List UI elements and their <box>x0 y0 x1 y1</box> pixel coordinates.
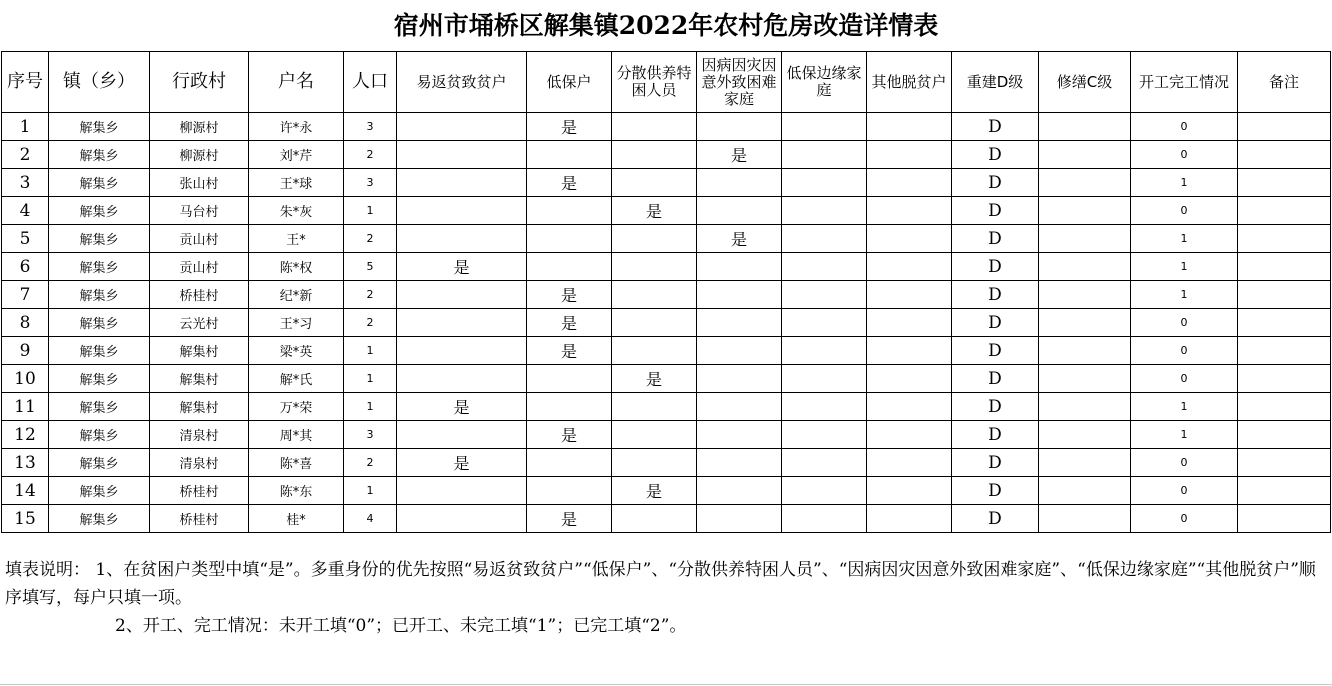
cell-status[interactable]: 0 <box>1131 477 1238 505</box>
cell-people[interactable]: 1 <box>344 337 397 365</box>
cell-poverty-relief[interactable] <box>397 281 527 309</box>
cell-remark[interactable] <box>1238 505 1331 533</box>
table-row <box>2 281 1331 309</box>
cell-poverty-relief[interactable]: 是 <box>397 393 527 421</box>
cell-other[interactable] <box>867 197 952 225</box>
cell-town[interactable]: 解集乡 <box>49 197 150 225</box>
cell-other[interactable] <box>867 281 952 309</box>
cell-illness-disaster[interactable] <box>697 113 782 141</box>
housing-renovation-table <box>1 51 1331 533</box>
cell-marginal-subsistence[interactable] <box>782 281 867 309</box>
cell-repair[interactable] <box>1039 505 1131 533</box>
cell-remark[interactable] <box>1238 421 1331 449</box>
cell-name[interactable]: 陈*东 <box>249 477 344 505</box>
cell-other[interactable] <box>867 113 952 141</box>
cell-repair[interactable] <box>1039 421 1131 449</box>
cell-people[interactable]: 1 <box>344 477 397 505</box>
col-header-no[interactable]: 序号 <box>2 52 49 113</box>
cell-village[interactable]: 马台村 <box>150 197 249 225</box>
cell-dispersed-support[interactable] <box>612 225 697 253</box>
cell-town[interactable]: 解集乡 <box>49 141 150 169</box>
cell-rebuild[interactable]: D <box>952 253 1039 281</box>
cell-poverty-relief[interactable] <box>397 477 527 505</box>
cell-poverty-relief[interactable] <box>397 505 527 533</box>
col-header-subsistence[interactable]: 低保户 <box>527 52 612 113</box>
cell-illness-disaster[interactable] <box>697 365 782 393</box>
cell-village[interactable]: 贡山村 <box>150 225 249 253</box>
fill-instructions <box>5 556 1330 640</box>
cell-rebuild[interactable]: D <box>952 365 1039 393</box>
cell-rebuild[interactable]: D <box>952 309 1039 337</box>
cell-name[interactable]: 王* <box>249 225 344 253</box>
cell-people[interactable]: 2 <box>344 281 397 309</box>
cell-remark[interactable] <box>1238 449 1331 477</box>
cell-rebuild[interactable]: D <box>952 393 1039 421</box>
cell-town[interactable]: 解集乡 <box>49 337 150 365</box>
cell-poverty-relief[interactable] <box>397 365 527 393</box>
table-row <box>2 253 1331 281</box>
cell-village[interactable]: 桥桂村 <box>150 505 249 533</box>
cell-other[interactable] <box>867 393 952 421</box>
cell-poverty-relief[interactable] <box>397 337 527 365</box>
cell-repair[interactable] <box>1039 393 1131 421</box>
sheet-title: 宿州市埇桥区解集镇2022年农村危房改造详情表 <box>393 11 939 40</box>
cell-subsistence[interactable]: 是 <box>527 281 612 309</box>
cell-poverty-relief[interactable] <box>397 225 527 253</box>
cell-people[interactable]: 1 <box>344 197 397 225</box>
cell-rebuild[interactable]: D <box>952 281 1039 309</box>
cell-status[interactable]: 1 <box>1131 169 1238 197</box>
table-row <box>2 505 1331 533</box>
cell-status[interactable]: 1 <box>1131 393 1238 421</box>
cell-subsistence[interactable] <box>527 477 612 505</box>
cell-town[interactable]: 解集乡 <box>49 253 150 281</box>
cell-people[interactable]: 3 <box>344 169 397 197</box>
cell-no[interactable]: 14 <box>2 477 49 505</box>
cell-name[interactable]: 解*氏 <box>249 365 344 393</box>
cell-town[interactable]: 解集乡 <box>49 309 150 337</box>
table-row <box>2 169 1331 197</box>
cell-status[interactable]: 0 <box>1131 197 1238 225</box>
cell-people[interactable]: 2 <box>344 225 397 253</box>
cell-illness-disaster[interactable] <box>697 477 782 505</box>
table-row <box>2 141 1331 169</box>
cell-name[interactable]: 纪*新 <box>249 281 344 309</box>
cell-town[interactable]: 解集乡 <box>49 281 150 309</box>
cell-other[interactable] <box>867 169 952 197</box>
cell-remark[interactable] <box>1238 225 1331 253</box>
cell-rebuild[interactable]: D <box>952 141 1039 169</box>
cell-town[interactable]: 解集乡 <box>49 477 150 505</box>
cell-other[interactable] <box>867 477 952 505</box>
cell-subsistence[interactable]: 是 <box>527 505 612 533</box>
cell-subsistence[interactable]: 是 <box>527 337 612 365</box>
cell-name[interactable]: 王*球 <box>249 169 344 197</box>
cell-people[interactable]: 4 <box>344 505 397 533</box>
cell-rebuild[interactable]: D <box>952 505 1039 533</box>
cell-subsistence[interactable]: 是 <box>527 113 612 141</box>
cell-people[interactable]: 3 <box>344 421 397 449</box>
instruction-line-1: 填表说明： 1、在贫困户类型中填“是”。多重身份的优先按照“易返贫致贫户”“低保户”、“分散供养特困人员”、“因病因灾因意外致困难家庭”、“低保边缘家庭”“其他脱贫户”顺序填写，每户只填一项。 <box>5 560 1316 608</box>
col-header-name[interactable]: 户名 <box>249 52 344 113</box>
cell-remark[interactable] <box>1238 197 1331 225</box>
cell-rebuild[interactable]: D <box>952 477 1039 505</box>
cell-poverty-relief[interactable] <box>397 141 527 169</box>
cell-dispersed-support[interactable]: 是 <box>612 197 697 225</box>
cell-other[interactable] <box>867 141 952 169</box>
cell-other[interactable] <box>867 225 952 253</box>
cell-poverty-relief[interactable] <box>397 197 527 225</box>
cell-dispersed-support[interactable]: 是 <box>612 365 697 393</box>
cell-rebuild[interactable]: D <box>952 421 1039 449</box>
cell-illness-disaster[interactable]: 是 <box>697 225 782 253</box>
cell-name[interactable]: 梁*英 <box>249 337 344 365</box>
cell-remark[interactable] <box>1238 477 1331 505</box>
cell-village[interactable]: 清泉村 <box>150 421 249 449</box>
cell-name[interactable]: 陈*权 <box>249 253 344 281</box>
cell-poverty-relief[interactable] <box>397 421 527 449</box>
cell-other[interactable] <box>867 337 952 365</box>
cell-other[interactable] <box>867 449 952 477</box>
cell-rebuild[interactable]: D <box>952 113 1039 141</box>
cell-people[interactable]: 3 <box>344 113 397 141</box>
cell-marginal-subsistence[interactable] <box>782 449 867 477</box>
cell-marginal-subsistence[interactable] <box>782 505 867 533</box>
cell-no[interactable]: 2 <box>2 141 49 169</box>
cell-no[interactable]: 6 <box>2 253 49 281</box>
cell-other[interactable] <box>867 421 952 449</box>
cell-name[interactable]: 万*荣 <box>249 393 344 421</box>
cell-subsistence[interactable] <box>527 197 612 225</box>
cell-name[interactable]: 刘*芹 <box>249 141 344 169</box>
col-header-marginal-subsistence[interactable]: 低保边缘家庭 <box>782 52 867 113</box>
cell-illness-disaster[interactable] <box>697 309 782 337</box>
cell-status[interactable]: 0 <box>1131 113 1238 141</box>
cell-illness-disaster[interactable] <box>697 197 782 225</box>
cell-no[interactable]: 4 <box>2 197 49 225</box>
col-header-remark[interactable]: 备注 <box>1238 52 1331 113</box>
cell-name[interactable]: 周*其 <box>249 421 344 449</box>
cell-people[interactable]: 1 <box>344 393 397 421</box>
cell-remark[interactable] <box>1238 169 1331 197</box>
cell-illness-disaster[interactable] <box>697 281 782 309</box>
cell-no[interactable]: 5 <box>2 225 49 253</box>
cell-people[interactable]: 2 <box>344 449 397 477</box>
cell-illness-disaster[interactable] <box>697 253 782 281</box>
cell-repair[interactable] <box>1039 281 1131 309</box>
cell-other[interactable] <box>867 505 952 533</box>
cell-dispersed-support[interactable] <box>612 449 697 477</box>
cell-marginal-subsistence[interactable] <box>782 113 867 141</box>
table-row <box>2 309 1331 337</box>
cell-name[interactable]: 朱*灰 <box>249 197 344 225</box>
cell-subsistence[interactable] <box>527 449 612 477</box>
table-row <box>2 225 1331 253</box>
cell-subsistence[interactable] <box>527 393 612 421</box>
cell-marginal-subsistence[interactable] <box>782 225 867 253</box>
col-header-people[interactable]: 人口 <box>344 52 397 113</box>
cell-name[interactable]: 桂* <box>249 505 344 533</box>
cell-rebuild[interactable]: D <box>952 169 1039 197</box>
cell-dispersed-support[interactable] <box>612 421 697 449</box>
cell-repair[interactable] <box>1039 141 1131 169</box>
cell-illness-disaster[interactable] <box>697 169 782 197</box>
cell-people[interactable]: 2 <box>344 309 397 337</box>
cell-no[interactable]: 13 <box>2 449 49 477</box>
cell-dispersed-support[interactable] <box>612 337 697 365</box>
col-header-illness-disaster[interactable]: 因病因灾因意外致困难家庭 <box>697 52 782 113</box>
cell-people[interactable]: 1 <box>344 365 397 393</box>
cell-status[interactable]: 0 <box>1131 141 1238 169</box>
cell-subsistence[interactable]: 是 <box>527 421 612 449</box>
cell-marginal-subsistence[interactable] <box>782 421 867 449</box>
cell-repair[interactable] <box>1039 477 1131 505</box>
cell-illness-disaster[interactable]: 是 <box>697 141 782 169</box>
cell-marginal-subsistence[interactable] <box>782 365 867 393</box>
cell-repair[interactable] <box>1039 225 1131 253</box>
cell-people[interactable]: 2 <box>344 141 397 169</box>
col-header-repair[interactable]: 修缮C级 <box>1039 52 1131 113</box>
cell-rebuild[interactable]: D <box>952 225 1039 253</box>
cell-remark[interactable] <box>1238 253 1331 281</box>
cell-village[interactable]: 柳源村 <box>150 141 249 169</box>
cell-marginal-subsistence[interactable] <box>782 141 867 169</box>
table-row <box>2 449 1331 477</box>
col-header-other[interactable]: 其他脱贫户 <box>867 52 952 113</box>
cell-village[interactable]: 桥桂村 <box>150 281 249 309</box>
cell-subsistence[interactable]: 是 <box>527 309 612 337</box>
cell-poverty-relief[interactable] <box>397 113 527 141</box>
cell-town[interactable]: 解集乡 <box>49 393 150 421</box>
cell-name[interactable]: 许*永 <box>249 113 344 141</box>
instruction-line-2: 2、开工、完工情况：未开工填“0”；已开工、未完工填“1”；已完工填“2”。 <box>115 616 687 636</box>
col-header-town[interactable]: 镇（乡） <box>49 52 150 113</box>
col-header-status[interactable]: 开工完工情况 <box>1131 52 1238 113</box>
cell-town[interactable]: 解集乡 <box>49 365 150 393</box>
cell-poverty-relief[interactable] <box>397 169 527 197</box>
cell-poverty-relief[interactable]: 是 <box>397 253 527 281</box>
cell-rebuild[interactable]: D <box>952 197 1039 225</box>
cell-no[interactable]: 3 <box>2 169 49 197</box>
cell-village[interactable]: 解集村 <box>150 365 249 393</box>
cell-remark[interactable] <box>1238 113 1331 141</box>
cell-illness-disaster[interactable] <box>697 421 782 449</box>
cell-illness-disaster[interactable] <box>697 505 782 533</box>
cell-no[interactable]: 7 <box>2 281 49 309</box>
cell-status[interactable]: 1 <box>1131 281 1238 309</box>
cell-status[interactable]: 1 <box>1131 225 1238 253</box>
cell-dispersed-support[interactable]: 是 <box>612 477 697 505</box>
cell-village[interactable]: 贡山村 <box>150 253 249 281</box>
cell-no[interactable]: 10 <box>2 365 49 393</box>
cell-town[interactable]: 解集乡 <box>49 449 150 477</box>
cell-dispersed-support[interactable] <box>612 393 697 421</box>
cell-name[interactable]: 王*习 <box>249 309 344 337</box>
cell-village[interactable]: 解集村 <box>150 337 249 365</box>
cell-illness-disaster[interactable] <box>697 393 782 421</box>
cell-marginal-subsistence[interactable] <box>782 309 867 337</box>
cell-remark[interactable] <box>1238 309 1331 337</box>
cell-no[interactable]: 9 <box>2 337 49 365</box>
cell-marginal-subsistence[interactable] <box>782 477 867 505</box>
cell-repair[interactable] <box>1039 169 1131 197</box>
col-header-rebuild[interactable]: 重建D级 <box>952 52 1039 113</box>
cell-repair[interactable] <box>1039 309 1131 337</box>
cell-dispersed-support[interactable] <box>612 169 697 197</box>
col-header-poverty-relief[interactable]: 易返贫致贫户 <box>397 52 527 113</box>
cell-marginal-subsistence[interactable] <box>782 197 867 225</box>
col-header-village[interactable]: 行政村 <box>150 52 249 113</box>
cell-poverty-relief[interactable] <box>397 309 527 337</box>
cell-no[interactable]: 8 <box>2 309 49 337</box>
cell-no[interactable]: 15 <box>2 505 49 533</box>
cell-village[interactable]: 桥桂村 <box>150 477 249 505</box>
cell-repair[interactable] <box>1039 365 1131 393</box>
table-row <box>2 337 1331 365</box>
table-row <box>2 393 1331 421</box>
table-row <box>2 113 1331 141</box>
col-header-dispersed-support[interactable]: 分散供养特困人员 <box>612 52 697 113</box>
cell-marginal-subsistence[interactable] <box>782 169 867 197</box>
cell-marginal-subsistence[interactable] <box>782 393 867 421</box>
cell-other[interactable] <box>867 365 952 393</box>
cell-people[interactable]: 5 <box>344 253 397 281</box>
table-row <box>2 365 1331 393</box>
table-body <box>2 113 1331 533</box>
cell-status[interactable]: 1 <box>1131 421 1238 449</box>
cell-remark[interactable] <box>1238 337 1331 365</box>
cell-village[interactable]: 云光村 <box>150 309 249 337</box>
cell-repair[interactable] <box>1039 253 1131 281</box>
cell-village[interactable]: 张山村 <box>150 169 249 197</box>
cell-remark[interactable] <box>1238 281 1331 309</box>
cell-marginal-subsistence[interactable] <box>782 253 867 281</box>
cell-remark[interactable] <box>1238 365 1331 393</box>
cell-town[interactable]: 解集乡 <box>49 421 150 449</box>
cell-status[interactable]: 0 <box>1131 309 1238 337</box>
cell-village[interactable]: 清泉村 <box>150 449 249 477</box>
cell-no[interactable]: 12 <box>2 421 49 449</box>
cell-town[interactable]: 解集乡 <box>49 113 150 141</box>
cell-town[interactable]: 解集乡 <box>49 505 150 533</box>
cell-rebuild[interactable]: D <box>952 449 1039 477</box>
cell-status[interactable]: 0 <box>1131 449 1238 477</box>
table-row <box>2 197 1331 225</box>
cell-remark[interactable] <box>1238 393 1331 421</box>
cell-dispersed-support[interactable] <box>612 505 697 533</box>
cell-rebuild[interactable]: D <box>952 337 1039 365</box>
cell-subsistence[interactable] <box>527 141 612 169</box>
cell-dispersed-support[interactable] <box>612 253 697 281</box>
header-row <box>2 52 1331 113</box>
cell-dispersed-support[interactable] <box>612 309 697 337</box>
cell-town[interactable]: 解集乡 <box>49 169 150 197</box>
cell-other[interactable] <box>867 253 952 281</box>
cell-no[interactable]: 11 <box>2 393 49 421</box>
cell-subsistence[interactable] <box>527 253 612 281</box>
cell-subsistence[interactable] <box>527 225 612 253</box>
cell-status[interactable]: 0 <box>1131 337 1238 365</box>
cell-repair[interactable] <box>1039 197 1131 225</box>
cell-remark[interactable] <box>1238 141 1331 169</box>
cell-repair[interactable] <box>1039 337 1131 365</box>
cell-poverty-relief[interactable]: 是 <box>397 449 527 477</box>
cell-dispersed-support[interactable] <box>612 281 697 309</box>
cell-other[interactable] <box>867 309 952 337</box>
sheet-bottom-border <box>0 684 1332 685</box>
cell-status[interactable]: 0 <box>1131 365 1238 393</box>
table-row <box>2 477 1331 505</box>
cell-subsistence[interactable] <box>527 365 612 393</box>
cell-illness-disaster[interactable] <box>697 337 782 365</box>
cell-marginal-subsistence[interactable] <box>782 337 867 365</box>
cell-no[interactable]: 1 <box>2 113 49 141</box>
cell-village[interactable]: 解集村 <box>150 393 249 421</box>
cell-name[interactable]: 陈*喜 <box>249 449 344 477</box>
cell-village[interactable]: 柳源村 <box>150 113 249 141</box>
table-row <box>2 421 1331 449</box>
cell-status[interactable]: 1 <box>1131 253 1238 281</box>
cell-town[interactable]: 解集乡 <box>49 225 150 253</box>
cell-subsistence[interactable]: 是 <box>527 169 612 197</box>
cell-dispersed-support[interactable] <box>612 113 697 141</box>
cell-repair[interactable] <box>1039 449 1131 477</box>
cell-dispersed-support[interactable] <box>612 141 697 169</box>
cell-illness-disaster[interactable] <box>697 449 782 477</box>
cell-repair[interactable] <box>1039 113 1131 141</box>
cell-status[interactable]: 0 <box>1131 505 1238 533</box>
